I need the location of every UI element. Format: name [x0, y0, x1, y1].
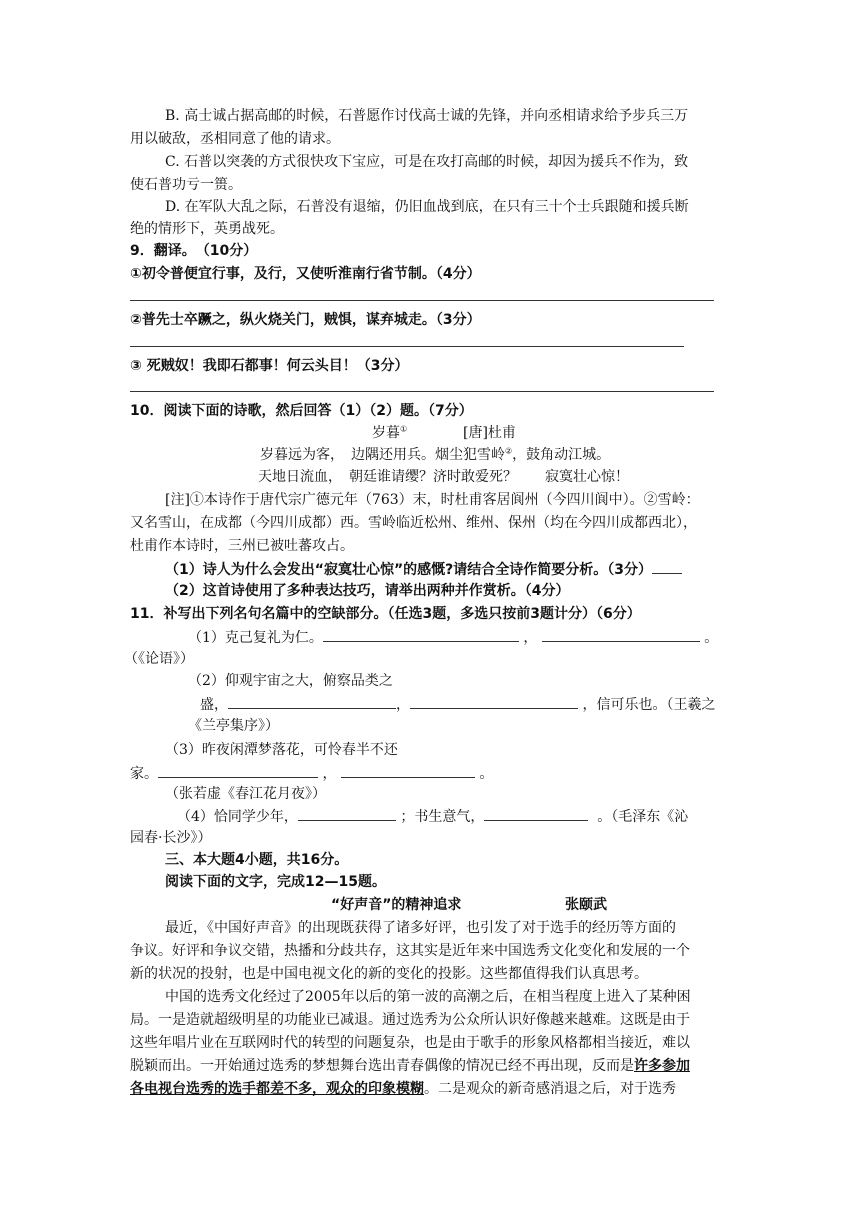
poem-note-line2: 又名雪山，在成都（今四川成都）西。雪岭临近松州、维州、保州（均在今四川成都西北）， — [130, 515, 697, 531]
q10-sub-2: （2）这首诗使用了多种表达技巧，请举出两种并作赏析。（4分） — [165, 583, 570, 599]
option-b-line1: B. 高士诚占据高邮的时候，石普愿作讨伐高士诚的先锋，并向丞相请求给予步兵三万 — [165, 108, 689, 124]
underlined-text: 许多参加 — [634, 1058, 690, 1074]
q11-item-3-source: （张若虚《春江花月夜》） — [165, 786, 326, 802]
option-c-line2: 使石普功亏一篑。 — [130, 177, 242, 193]
poem-title: 岁暮① — [372, 424, 408, 441]
option-d-line1: D. 在军队大乱之际，石普没有退缩，仍旧血战到底，在只有三十个士兵跟随和援兵断 — [165, 199, 689, 215]
poem-note-line1: [注]①本诗作于唐代宗广德元年（763）末，时杜甫客居阆州（今四川阆中）。②雪岭： — [165, 492, 700, 508]
q11-item-3-line2: 家。 ， 。 — [130, 763, 493, 784]
article-p2-line3: 这些年唱片业在互联网时代的转型的问题复杂，也是由于歌手的形象风格都相当接近，难以 — [130, 1035, 690, 1051]
q9-sentence-1: ①初令普便宜行事，及行，又使听淮南行省节制。（4分） — [130, 266, 481, 282]
q11-item-1-source: （《论语》） — [124, 651, 194, 667]
q11-item-4: （4）恰同学少年， ；书生意气， 。（毛泽东《沁 — [177, 806, 688, 827]
fill-blank[interactable] — [341, 763, 475, 778]
poem-line-1: 岁暮远为客， 边隅还用兵。烟尘犯雪岭②，鼓角动江城。 — [260, 446, 611, 463]
answer-blank[interactable] — [652, 559, 682, 574]
q10-sub-1: （1）诗人为什么会发出“寂寞壮心惊”的感慨?请结合全诗作简要分析。（3分） — [165, 559, 682, 580]
fill-blank[interactable] — [158, 763, 318, 778]
article-p2-line5: 各电视台选秀的选手都差不多，观众的印象模糊。二是观众的新奇感消退之后，对于选秀 — [130, 1081, 676, 1097]
fill-blank[interactable] — [410, 694, 578, 709]
fill-blank[interactable] — [228, 694, 396, 709]
fill-blank[interactable] — [298, 806, 396, 821]
option-b-line2: 用以破敌，丞相同意了他的请求。 — [130, 131, 340, 147]
answer-line-1[interactable] — [130, 300, 714, 301]
q11-item-2-line2: 盛， ， ，信可乐也。（王羲之 — [200, 694, 715, 715]
q9-sentence-3: ③ 死贼奴！我即石都事！何云头目！（3分） — [130, 358, 409, 374]
q11-item-2-source: 《兰亭集序》） — [188, 718, 279, 734]
article-p1-line2: 争议。好评和争议交错，热播和分歧共存，这其实是近年来中国选秀文化变化和发展的一个 — [130, 943, 690, 959]
poem-line-2: 天地日流血， 朝廷谁请缨？济时敢爱死？ 寂寞壮心惊！ — [258, 469, 629, 485]
answer-line-2[interactable] — [130, 346, 684, 347]
q11-item-2: （2）仰观宇宙之大，俯察品类之 — [188, 673, 393, 689]
q10-title: 10．阅读下面的诗歌，然后回答（1）（2）题。（7分） — [130, 403, 473, 419]
poem-note-line3: 杜甫作本诗时，三州已被吐蕃攻占。 — [130, 538, 354, 554]
q11-title: 11．补写出下列名句名篇中的空缺部分。（任选3题，多选只按前3题计分）（6分） — [130, 606, 641, 622]
article-p1-line3: 新的状况的投射，也是中国电视文化的新的变化的投影。这些都值得我们认真思考。 — [130, 966, 648, 982]
option-d-line2: 绝的情形下，英勇战死。 — [130, 221, 284, 237]
fill-blank[interactable] — [323, 627, 519, 642]
note-mark: ② — [505, 446, 513, 456]
q9-sentence-2: ②普先士卒蹶之，纵火烧关门，贼惧，谋弃城走。（3分） — [130, 312, 481, 328]
underlined-text: 各电视台选秀的选手都差不多，观众的印象模糊 — [130, 1081, 424, 1097]
article-p2-line1: 中国的选秀文化经过了2005年以后的第一波的高潮之后，在相当程度上进入了某种困 — [165, 989, 691, 1005]
answer-line-3[interactable] — [130, 391, 714, 392]
fill-blank[interactable] — [542, 627, 700, 642]
article-p2-line4: 脱颖而出。一开始通过选秀的梦想舞台选出青春偶像的情况已经不再出现，反而是许多参加 — [130, 1058, 690, 1074]
section-3-instruction: 阅读下面的文字，完成12—15题。 — [165, 874, 386, 890]
article-p1-line1: 最近，《中国好声音》的出现既获得了诸多好评，也引发了对于选手的经历等方面的 — [165, 920, 676, 936]
poem-author: [唐]杜甫 — [463, 425, 516, 441]
option-c-line1: C. 石普以突袭的方式很快攻下宝应，可是在攻打高邮的时候，却因为援兵不作为，致 — [165, 154, 689, 170]
fill-blank[interactable] — [484, 806, 588, 821]
q11-item-1: （1）克己复礼为仁。 ， 。 — [188, 627, 718, 648]
article-p2-line2: 局。一是造就超级明星的功能业已减退。通过选秀为公众所认识好像越来越难。这既是由于 — [130, 1012, 690, 1028]
q9-title: 9．翻译。 （10分） — [130, 243, 258, 259]
q11-item-3: （3）昨夜闲潭梦落花，可怜春半不还 — [165, 742, 398, 758]
section-3-title: 三、本大题4小题，共16分。 — [165, 852, 349, 868]
q11-item-4-source: 园春·长沙》） — [130, 830, 212, 846]
article-title: “好声音”的精神追求 — [331, 897, 462, 913]
article-author: 张颐武 — [565, 897, 607, 913]
note-mark: ① — [400, 424, 408, 434]
